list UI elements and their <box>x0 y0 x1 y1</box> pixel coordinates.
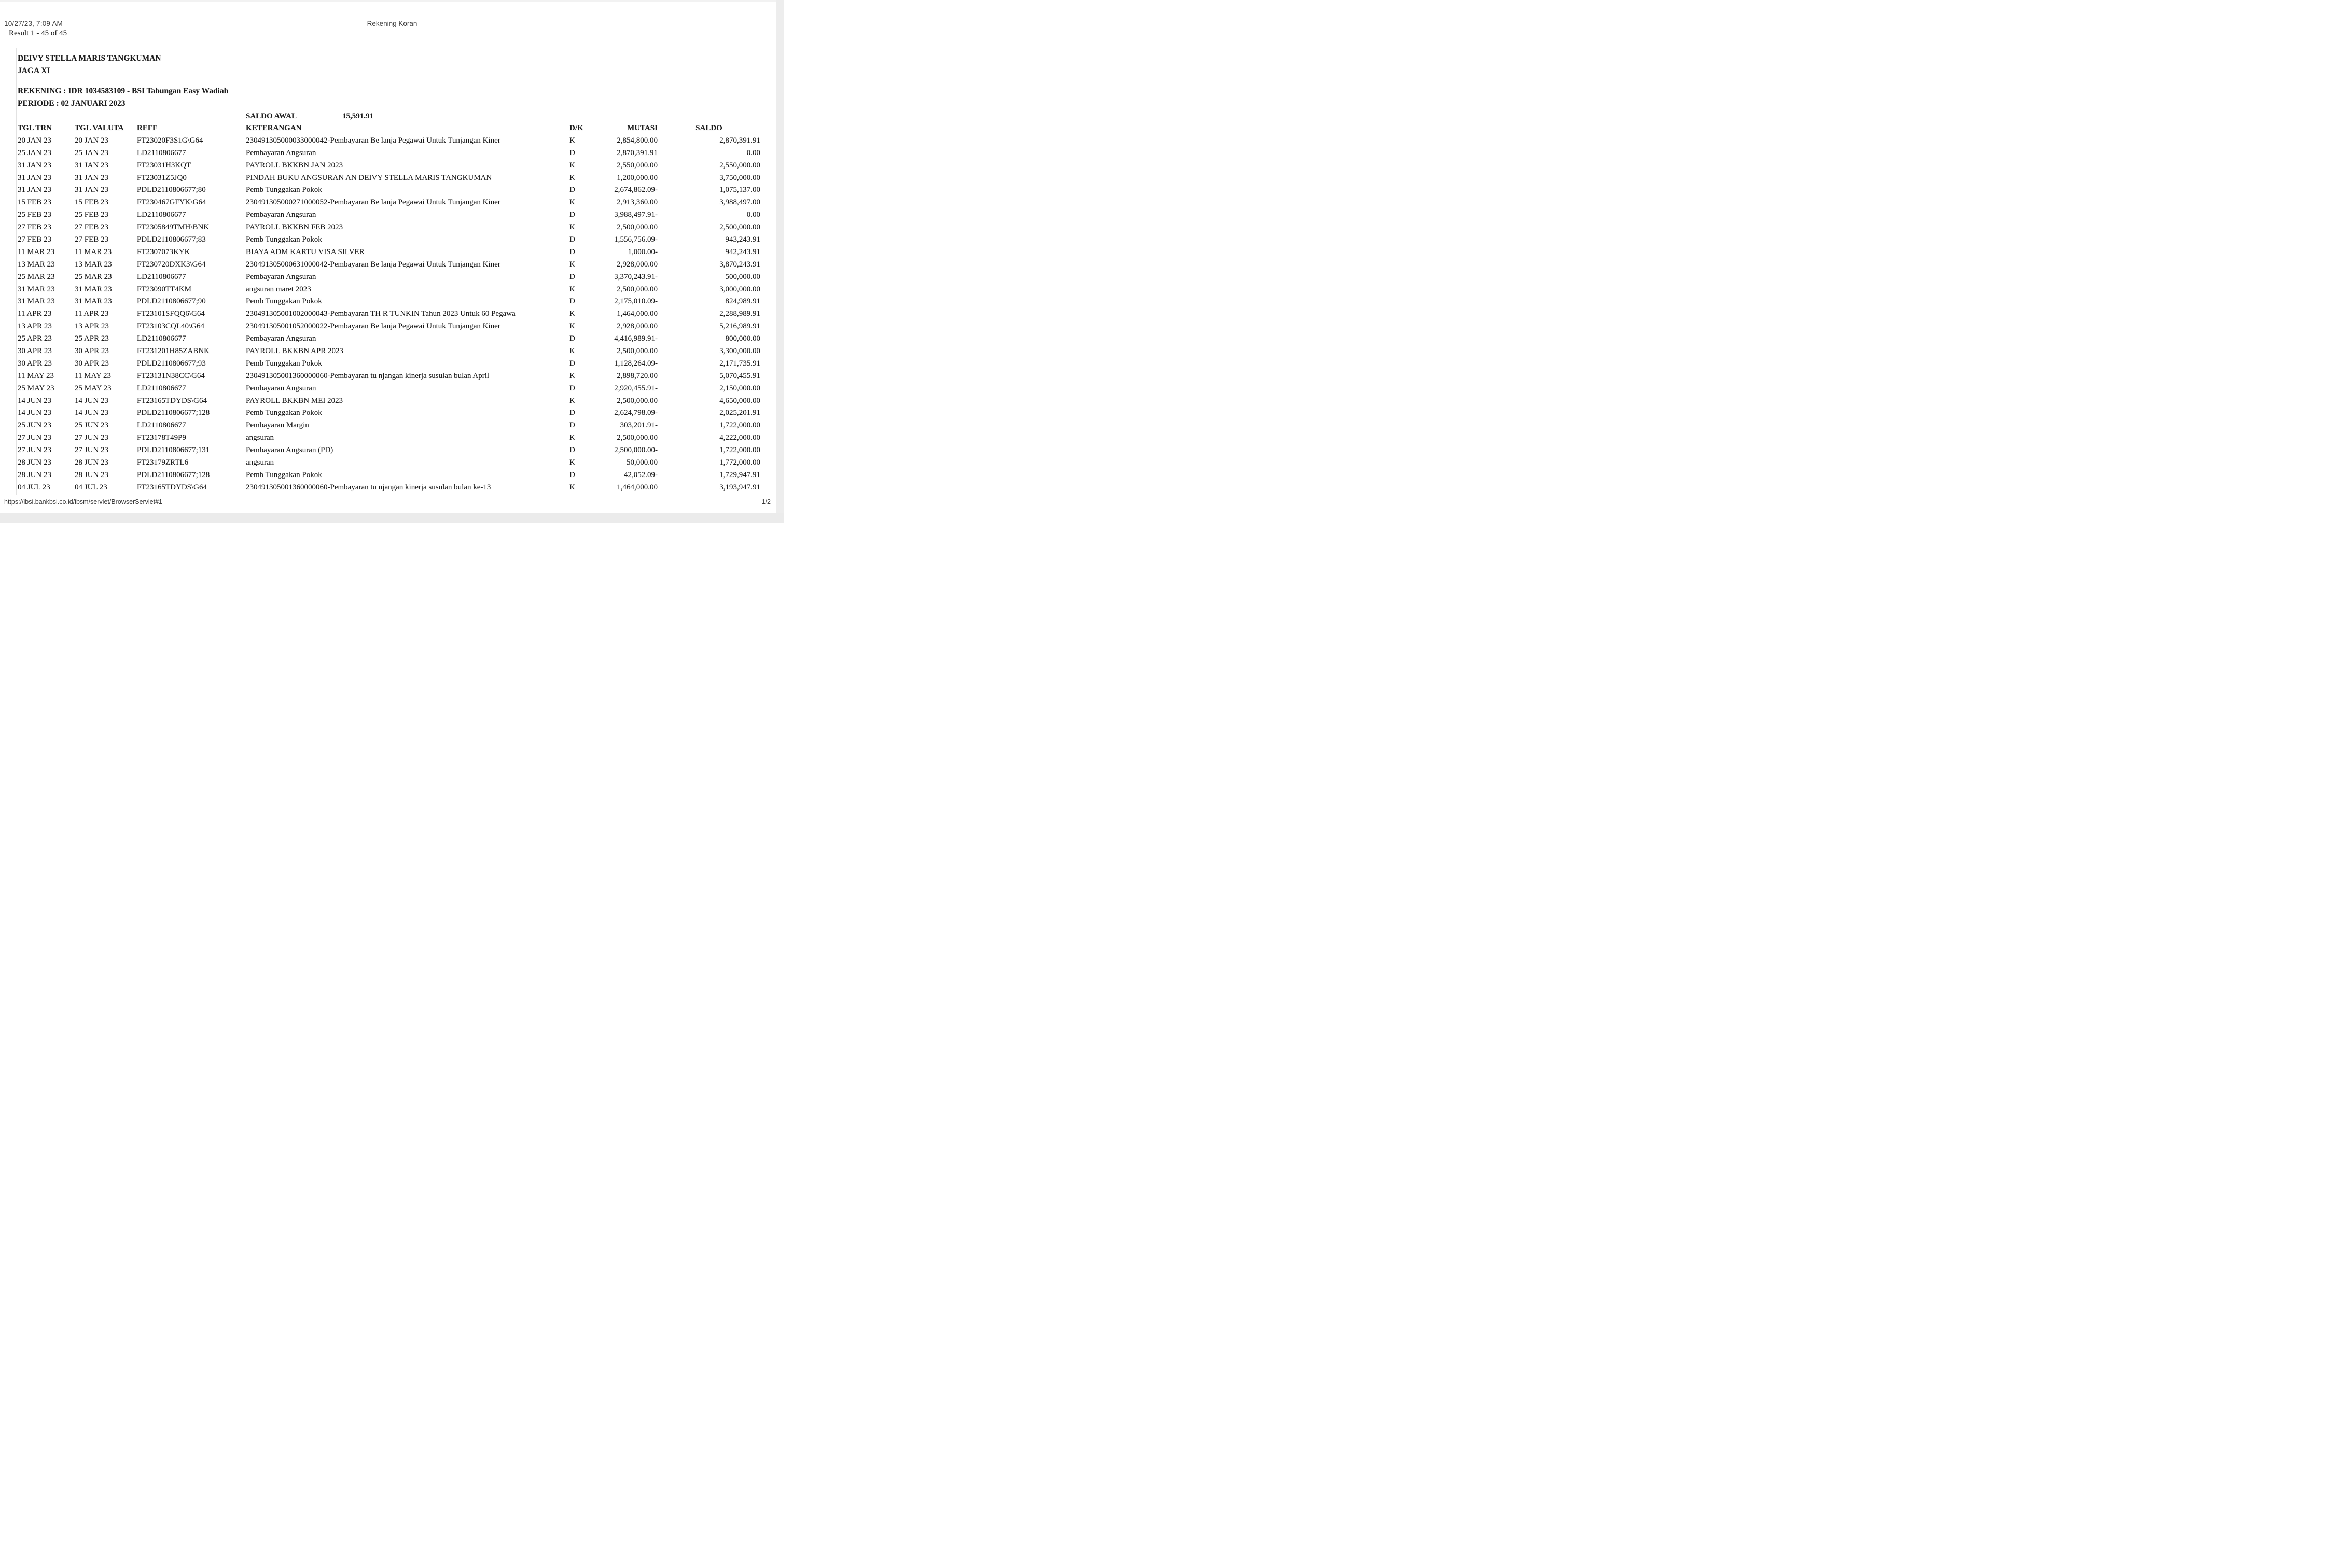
cell-tgl-trn: 14 JUN 23 <box>18 396 52 405</box>
cell-mutasi: 42,052.09- <box>624 470 658 479</box>
cell-keterangan: Pembayaran Angsuran (PD) <box>246 446 333 455</box>
cell-dk: K <box>569 347 575 356</box>
cell-keterangan: Pemb Tunggakan Pokok <box>246 470 322 479</box>
cell-tgl-trn: 13 MAR 23 <box>18 260 55 269</box>
cell-reff: FT23165TDYDS\G64 <box>137 396 207 405</box>
cell-reff: FT230720DXK3\G64 <box>137 260 206 269</box>
table-row <box>18 246 774 259</box>
cell-mutasi: 2,928,000.00 <box>617 322 658 331</box>
cell-reff: PDLD2110806677;128 <box>137 409 210 417</box>
table-row <box>18 333 774 345</box>
table-row <box>18 358 774 370</box>
cell-saldo: 4,650,000.00 <box>719 396 760 405</box>
cell-tgl-trn: 31 JAN 23 <box>18 161 52 170</box>
cell-saldo: 3,193,947.91 <box>719 483 760 492</box>
cell-mutasi: 2,500,000.00- <box>614 446 658 455</box>
cell-saldo: 2,171,735.91 <box>719 359 760 368</box>
cell-tgl-valuta: 27 JUN 23 <box>75 433 109 442</box>
table-row <box>18 320 774 333</box>
cell-tgl-valuta: 31 JAN 23 <box>75 173 109 182</box>
table-row <box>18 197 774 209</box>
cell-mutasi: 50,000.00 <box>627 458 658 467</box>
header-saldo: SALDO <box>695 124 722 132</box>
table-row <box>18 395 774 408</box>
account-branch: JAGA XI <box>18 66 50 75</box>
cell-dk: K <box>569 433 575 442</box>
table-row <box>18 444 774 457</box>
header-keterangan: KETERANGAN <box>246 124 302 132</box>
cell-mutasi: 2,500,000.00 <box>617 285 658 293</box>
cell-saldo: 0.00 <box>746 148 760 157</box>
spacer <box>18 77 774 85</box>
table-row <box>18 457 774 469</box>
saldo-awal-label: SALDO AWAL <box>246 112 297 120</box>
table-row <box>18 271 774 284</box>
table-row <box>18 383 774 395</box>
cell-keterangan: PINDAH BUKU ANGSURAN AN DEIVY STELLA MARIS TANGKUMAN <box>246 173 492 182</box>
cell-dk: D <box>569 421 575 430</box>
account-number-line: REKENING : IDR 1034583109 - BSI Tabungan Easy Wadiah <box>18 87 229 95</box>
cell-tgl-valuta: 31 MAR 23 <box>75 285 112 293</box>
cell-reff: LD2110806677 <box>137 148 186 157</box>
cell-dk: D <box>569 211 575 219</box>
cell-reff: FT23020F3S1G\G64 <box>137 136 203 145</box>
cell-dk: K <box>569 310 575 318</box>
cell-dk: D <box>569 470 575 479</box>
cell-saldo: 3,988,497.00 <box>719 198 760 207</box>
cell-saldo: 3,000,000.00 <box>719 285 760 293</box>
cell-reff: LD2110806677 <box>137 272 186 281</box>
cell-keterangan: angsuran maret 2023 <box>246 285 311 293</box>
cell-tgl-valuta: 31 JAN 23 <box>75 161 109 170</box>
cell-reff: FT23090TT4KM <box>137 285 191 293</box>
cell-keterangan: 230491305001052000022-Pembayaran Be lanja Pegawai Untuk Tunjangan Kiner <box>246 322 500 331</box>
cell-reff: FT23131N38CC\G64 <box>137 371 205 380</box>
cell-reff: FT23179ZRTL6 <box>137 458 189 467</box>
cell-keterangan: PAYROLL BKKBN MEI 2023 <box>246 396 343 405</box>
cell-saldo: 4,222,000.00 <box>719 433 760 442</box>
cell-reff: FT23031H3KQT <box>137 161 191 170</box>
account-period-line: PERIODE : 02 JANUARI 2023 <box>18 99 126 108</box>
cell-saldo: 824,989.91 <box>725 297 760 306</box>
cell-tgl-valuta: 30 APR 23 <box>75 359 109 368</box>
cell-mutasi: 303,201.91- <box>620 421 658 430</box>
cell-keterangan: Pembayaran Angsuran <box>246 384 316 393</box>
cell-tgl-trn: 11 MAR 23 <box>18 247 55 256</box>
cell-keterangan: Pemb Tunggakan Pokok <box>246 297 322 306</box>
cell-tgl-valuta: 14 JUN 23 <box>75 396 109 405</box>
cell-keterangan: 230491305001002000043-Pembayaran TH R TUNKIN Tahun 2023 Untuk 60 Pegawa <box>246 310 516 318</box>
cell-reff: LD2110806677 <box>137 211 186 219</box>
cell-keterangan: Pemb Tunggakan Pokok <box>246 235 322 244</box>
cell-saldo: 3,300,000.00 <box>719 347 760 356</box>
cell-saldo: 2,025,201.91 <box>719 409 760 417</box>
cell-keterangan: 230491305000631000042-Pembayaran Be lanja Pegawai Untuk Tunjangan Kiner <box>246 260 500 269</box>
cell-keterangan: Pembayaran Angsuran <box>246 148 316 157</box>
cell-tgl-valuta: 30 APR 23 <box>75 347 109 356</box>
cell-tgl-trn: 30 APR 23 <box>18 347 52 356</box>
cell-dk: K <box>569 223 575 232</box>
cell-tgl-trn: 30 APR 23 <box>18 359 52 368</box>
cell-tgl-valuta: 31 MAR 23 <box>75 297 112 306</box>
cell-saldo: 3,750,000.00 <box>719 173 760 182</box>
page-bottom-edge <box>0 513 784 523</box>
cell-mutasi: 2,550,000.00 <box>617 161 658 170</box>
cell-keterangan: 230491305001360000060-Pembayaran tu njangan kinerja susulan bulan ke-13 <box>246 483 491 492</box>
cell-dk: K <box>569 285 575 293</box>
cell-tgl-valuta: 28 JUN 23 <box>75 470 109 479</box>
cell-tgl-valuta: 25 APR 23 <box>75 334 109 343</box>
cell-tgl-valuta: 11 MAR 23 <box>75 247 112 256</box>
cell-tgl-trn: 14 JUN 23 <box>18 409 52 417</box>
page-right-edge <box>776 0 784 523</box>
cell-dk: D <box>569 247 575 256</box>
print-header-datetime: 10/27/23, 7:09 AM <box>4 20 63 27</box>
cell-keterangan: Pemb Tunggakan Pokok <box>246 359 322 368</box>
cell-reff: PDLD2110806677;128 <box>137 470 210 479</box>
cell-tgl-trn: 25 JUN 23 <box>18 421 52 430</box>
header-tgl-valuta: TGL VALUTA <box>75 124 124 132</box>
cell-mutasi: 2,913,360.00 <box>617 198 658 207</box>
table-row <box>18 345 774 358</box>
cell-mutasi: 2,500,000.00 <box>617 396 658 405</box>
cell-mutasi: 2,500,000.00 <box>617 433 658 442</box>
cell-dk: K <box>569 396 575 405</box>
result-count: Result 1 - 45 of 45 <box>9 29 67 37</box>
cell-reff: FT2307073KYK <box>137 247 190 256</box>
table-row <box>18 135 774 147</box>
table-row <box>18 284 774 296</box>
cell-keterangan: PAYROLL BKKBN APR 2023 <box>246 347 343 356</box>
cell-tgl-valuta: 11 MAY 23 <box>75 371 112 380</box>
cell-saldo: 1,722,000.00 <box>719 421 760 430</box>
cell-tgl-valuta: 20 JAN 23 <box>75 136 109 145</box>
cell-keterangan: Pembayaran Angsuran <box>246 272 316 281</box>
cell-saldo: 942,243.91 <box>725 247 760 256</box>
cell-mutasi: 4,416,989.91- <box>614 334 658 343</box>
cell-keterangan: 230491305000271000052-Pembayaran Be lanja Pegawai Untuk Tunjangan Kiner <box>246 198 500 207</box>
cell-keterangan: Pembayaran Margin <box>246 421 309 430</box>
cell-dk: D <box>569 272 575 281</box>
cell-saldo: 2,288,989.91 <box>719 310 760 318</box>
cell-tgl-valuta: 25 JAN 23 <box>75 148 109 157</box>
cell-keterangan: Pemb Tunggakan Pokok <box>246 409 322 417</box>
cell-reff: PDLD2110806677;83 <box>137 235 206 244</box>
cell-tgl-trn: 25 MAR 23 <box>18 272 55 281</box>
table-row <box>18 172 774 185</box>
cell-dk: K <box>569 371 575 380</box>
cell-dk: K <box>569 483 575 492</box>
cell-tgl-valuta: 27 FEB 23 <box>75 223 109 232</box>
cell-dk: K <box>569 161 575 170</box>
cell-reff: FT23103CQL40\G64 <box>137 322 205 331</box>
cell-dk: D <box>569 186 575 194</box>
cell-reff: LD2110806677 <box>137 334 186 343</box>
cell-dk: D <box>569 359 575 368</box>
cell-tgl-trn: 31 JAN 23 <box>18 186 52 194</box>
table-row <box>18 308 774 320</box>
table-row <box>18 432 774 444</box>
cell-mutasi: 1,556,756.09- <box>614 235 658 244</box>
cell-keterangan: BIAYA ADM KARTU VISA SILVER <box>246 247 365 256</box>
cell-dk: K <box>569 198 575 207</box>
cell-dk: D <box>569 334 575 343</box>
cell-keterangan: 230491305001360000060-Pembayaran tu njangan kinerja susulan bulan April <box>246 371 490 380</box>
cell-tgl-trn: 15 FEB 23 <box>18 198 52 207</box>
table-row <box>18 259 774 271</box>
cell-reff: FT23178T49P9 <box>137 433 187 442</box>
cell-reff: FT231201H85ZABNK <box>137 347 210 356</box>
cell-dk: K <box>569 173 575 182</box>
cell-saldo: 5,070,455.91 <box>719 371 760 380</box>
cell-reff: LD2110806677 <box>137 384 186 393</box>
cell-reff: FT230467GFYK\G64 <box>137 198 206 207</box>
cell-keterangan: angsuran <box>246 458 274 467</box>
cell-tgl-valuta: 14 JUN 23 <box>75 409 109 417</box>
cell-mutasi: 2,500,000.00 <box>617 223 658 232</box>
table-row <box>18 482 774 494</box>
cell-tgl-trn: 28 JUN 23 <box>18 458 52 467</box>
cell-reff: PDLD2110806677;131 <box>137 446 210 455</box>
cell-tgl-valuta: 31 JAN 23 <box>75 186 109 194</box>
print-header-title: Rekening Koran <box>367 20 417 27</box>
print-footer-page: 1/2 <box>761 498 771 506</box>
cell-tgl-trn: 25 FEB 23 <box>18 211 52 219</box>
cell-saldo: 2,870,391.91 <box>719 136 760 145</box>
cell-dk: D <box>569 235 575 244</box>
header-reff: REFF <box>137 124 158 132</box>
cell-keterangan: PAYROLL BKKBN JAN 2023 <box>246 161 343 170</box>
table-row <box>18 469 774 482</box>
table-row <box>18 407 774 419</box>
cell-mutasi: 2,674,862.09- <box>614 186 658 194</box>
cell-saldo: 1,075,137.00 <box>719 186 760 194</box>
cell-dk: K <box>569 458 575 467</box>
cell-tgl-valuta: 15 FEB 23 <box>75 198 109 207</box>
header-tgl-trn: TGL TRN <box>18 124 52 132</box>
cell-tgl-valuta: 25 FEB 23 <box>75 211 109 219</box>
cell-saldo: 500,000.00 <box>725 272 760 281</box>
cell-tgl-trn: 25 APR 23 <box>18 334 52 343</box>
cell-mutasi: 2,854,800.00 <box>617 136 658 145</box>
cell-tgl-trn: 27 JUN 23 <box>18 446 52 455</box>
cell-tgl-trn: 25 JAN 23 <box>18 148 52 157</box>
cell-tgl-trn: 27 FEB 23 <box>18 235 52 244</box>
cell-tgl-valuta: 13 APR 23 <box>75 322 109 331</box>
cell-reff: FT23031Z5JQ0 <box>137 173 187 182</box>
table-row <box>18 370 774 383</box>
table-row <box>18 160 774 172</box>
saldo-awal-value: 15,591.91 <box>342 112 373 120</box>
cell-reff: PDLD2110806677;93 <box>137 359 206 368</box>
cell-dk: K <box>569 260 575 269</box>
cell-tgl-trn: 11 APR 23 <box>18 310 52 318</box>
cell-tgl-trn: 13 APR 23 <box>18 322 52 331</box>
cell-mutasi: 2,898,720.00 <box>617 371 658 380</box>
cell-keterangan: angsuran <box>246 433 274 442</box>
cell-dk: D <box>569 446 575 455</box>
cell-saldo: 943,243.91 <box>725 235 760 244</box>
cell-tgl-valuta: 25 JUN 23 <box>75 421 109 430</box>
cell-tgl-valuta: 27 JUN 23 <box>75 446 109 455</box>
cell-tgl-trn: 11 MAY 23 <box>18 371 54 380</box>
table-row <box>18 296 774 308</box>
cell-reff: PDLD2110806677;90 <box>137 297 206 306</box>
cell-keterangan: Pembayaran Angsuran <box>246 211 316 219</box>
cell-dk: D <box>569 409 575 417</box>
cell-dk: D <box>569 148 575 157</box>
cell-dk: D <box>569 384 575 393</box>
cell-tgl-valuta: 27 FEB 23 <box>75 235 109 244</box>
table-row <box>18 147 774 160</box>
cell-mutasi: 1,464,000.00 <box>617 483 658 492</box>
cell-mutasi: 1,128,264.09- <box>614 359 658 368</box>
cell-tgl-trn: 27 JUN 23 <box>18 433 52 442</box>
cell-tgl-trn: 31 MAR 23 <box>18 285 55 293</box>
table-row <box>18 234 774 246</box>
transaction-rows <box>18 135 774 494</box>
header-dk: D/K <box>569 124 583 132</box>
cell-dk: D <box>569 297 575 306</box>
cell-saldo: 5,216,989.91 <box>719 322 760 331</box>
table-row <box>18 209 774 221</box>
cell-tgl-valuta: 13 MAR 23 <box>75 260 112 269</box>
cell-mutasi: 1,464,000.00 <box>617 310 658 318</box>
cell-saldo: 2,550,000.00 <box>719 161 760 170</box>
cell-reff: FT23101SFQQ6\G64 <box>137 310 205 318</box>
cell-saldo: 2,150,000.00 <box>719 384 760 393</box>
cell-reff: FT2305849TMH\BNK <box>137 223 210 232</box>
cell-tgl-trn: 31 JAN 23 <box>18 173 52 182</box>
cell-tgl-valuta: 28 JUN 23 <box>75 458 109 467</box>
cell-mutasi: 1,000.00- <box>628 247 658 256</box>
table-row <box>18 419 774 432</box>
print-footer-url: https://ibsi.bankbsi.co.id/ibsm/servlet/BrowserServlet#1 <box>4 498 162 506</box>
cell-keterangan: 230491305000033000042-Pembayaran Be lanja Pegawai Untuk Tunjangan Kiner <box>246 136 500 145</box>
cell-tgl-trn: 20 JAN 23 <box>18 136 52 145</box>
cell-mutasi: 2,870,391.91 <box>617 148 658 157</box>
cell-mutasi: 1,200,000.00 <box>617 173 658 182</box>
page-top-edge <box>0 0 784 2</box>
table-row <box>18 221 774 234</box>
table-header-row <box>18 122 774 135</box>
account-name: DEIVY STELLA MARIS TANGKUMAN <box>18 54 161 63</box>
cell-tgl-trn: 25 MAY 23 <box>18 384 54 393</box>
cell-reff: PDLD2110806677;80 <box>137 186 206 194</box>
header-mutasi: MUTASI <box>627 124 658 132</box>
cell-mutasi: 2,928,000.00 <box>617 260 658 269</box>
cell-mutasi: 3,988,497.91- <box>614 211 658 219</box>
cell-mutasi: 2,920,455.91- <box>614 384 658 393</box>
statement-document <box>16 48 774 495</box>
cell-dk: K <box>569 322 575 331</box>
cell-saldo: 2,500,000.00 <box>719 223 760 232</box>
cell-reff: LD2110806677 <box>137 421 186 430</box>
table-row <box>18 184 774 197</box>
cell-tgl-trn: 04 JUL 23 <box>18 483 50 492</box>
cell-tgl-valuta: 04 JUL 23 <box>75 483 107 492</box>
cell-tgl-trn: 28 JUN 23 <box>18 470 52 479</box>
cell-tgl-trn: 27 FEB 23 <box>18 223 52 232</box>
cell-saldo: 1,772,000.00 <box>719 458 760 467</box>
cell-saldo: 1,722,000.00 <box>719 446 760 455</box>
cell-tgl-trn: 31 MAR 23 <box>18 297 55 306</box>
cell-keterangan: PAYROLL BKKBN FEB 2023 <box>246 223 343 232</box>
cell-keterangan: Pembayaran Angsuran <box>246 334 316 343</box>
cell-reff: FT23165TDYDS\G64 <box>137 483 207 492</box>
cell-mutasi: 3,370,243.91- <box>614 272 658 281</box>
cell-mutasi: 2,624,798.09- <box>614 409 658 417</box>
cell-saldo: 1,729,947.91 <box>719 470 760 479</box>
cell-tgl-valuta: 25 MAR 23 <box>75 272 112 281</box>
cell-saldo: 0.00 <box>746 211 760 219</box>
cell-tgl-valuta: 25 MAY 23 <box>75 384 112 393</box>
cell-keterangan: Pemb Tunggakan Pokok <box>246 186 322 194</box>
cell-mutasi: 2,500,000.00 <box>617 347 658 356</box>
cell-saldo: 800,000.00 <box>725 334 760 343</box>
saldo-awal-row <box>18 110 774 122</box>
cell-dk: K <box>569 136 575 145</box>
cell-mutasi: 2,175,010.09- <box>614 297 658 306</box>
cell-tgl-valuta: 11 APR 23 <box>75 310 109 318</box>
cell-saldo: 3,870,243.91 <box>719 260 760 269</box>
